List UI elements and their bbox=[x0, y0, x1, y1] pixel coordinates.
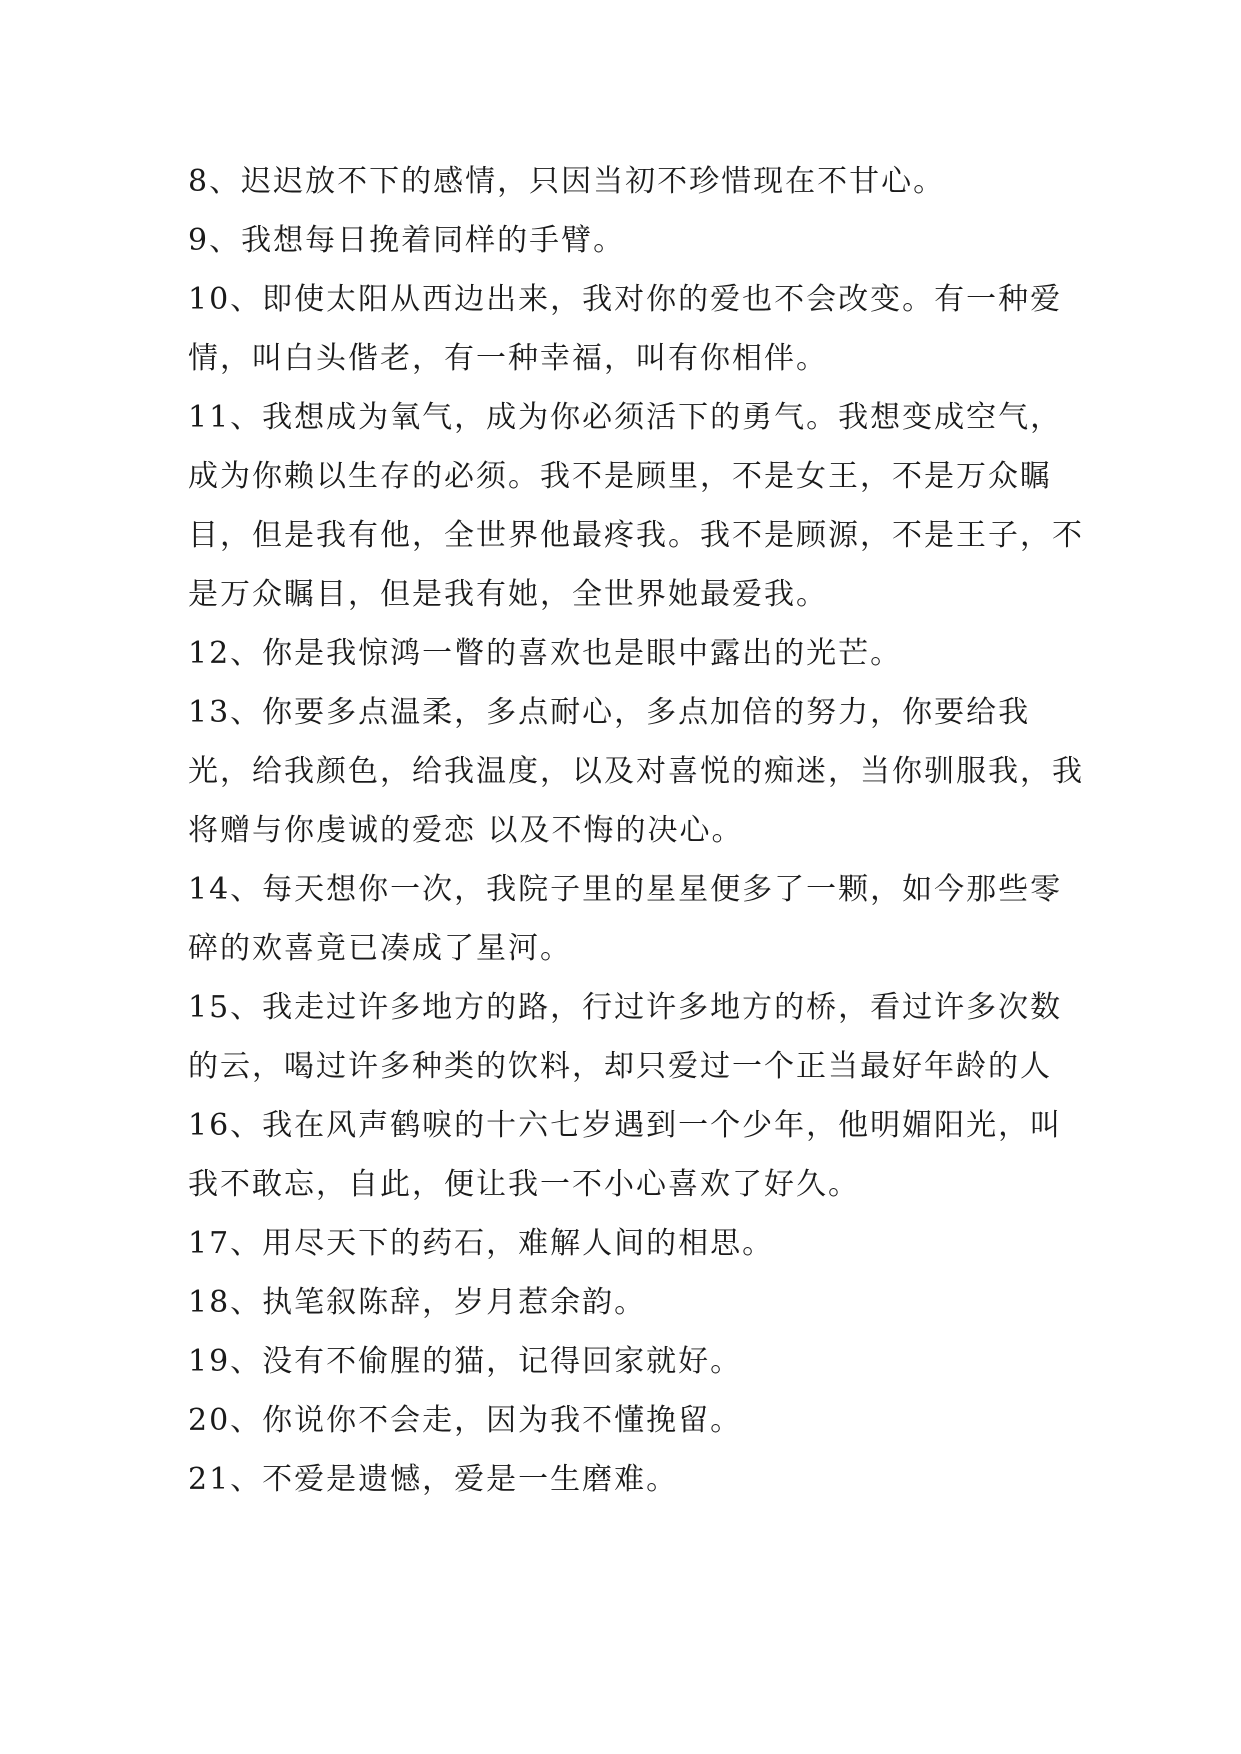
paragraph-13: 13、你要多点温柔，多点耐心，多点加倍的努力，你要给我光，给我颜色，给我温度，以及对喜悦的痴迷，当你驯服我，我将赠与你虔诚的爱恋 以及不悔的决心。 bbox=[188, 695, 1084, 848]
paragraph-17: 17、用尽天下的药石，难解人间的相思。 bbox=[188, 1226, 775, 1261]
paragraph-11: 11、我想成为氧气，成为你必须活下的勇气。我想变成空气，成为你赖以生存的必须。我不是顾里，不是女王，不是万众瞩目，但是我有他，全世界他最疼我。我不是顾源，不是王子，不是万众瞩目，但是我有她，全世界她最爱我。 bbox=[188, 400, 1084, 612]
paragraph-21: 21、不爱是遗憾，爱是一生磨难。 bbox=[188, 1462, 679, 1497]
paragraph-12: 12、你是我惊鸿一瞥的喜欢也是眼中露出的光芒。 bbox=[188, 636, 903, 671]
paragraph-8: 8、迟迟放不下的感情，只因当初不珍惜现在不甘心。 bbox=[188, 164, 946, 199]
paragraph-9: 9、我想每日挽着同样的手臂。 bbox=[188, 223, 626, 258]
paragraph-19: 19、没有不偷腥的猫，记得回家就好。 bbox=[188, 1344, 743, 1379]
paragraph-15: 15、我走过许多地方的路，行过许多地方的桥，看过许多次数的云，喝过许多种类的饮料，却只爱过一个正当最好年龄的人 bbox=[188, 990, 1063, 1084]
paragraph-14: 14、每天想你一次，我院子里的星星便多了一颗，如今那些零碎的欢喜竟已凑成了星河。 bbox=[188, 872, 1063, 966]
paragraph-16: 16、我在风声鹤唳的十六七岁遇到一个少年，他明媚阳光，叫我不敢忘，自此，便让我一不小心喜欢了好久。 bbox=[188, 1108, 1063, 1202]
document-body bbox=[188, 152, 1088, 1509]
paragraph-20: 20、你说你不会走，因为我不懂挽留。 bbox=[188, 1403, 743, 1438]
paragraph-10: 10、即使太阳从西边出来，我对你的爱也不会改变。有一种爱情，叫白头偕老，有一种幸福，叫有你相伴。 bbox=[188, 282, 1063, 376]
paragraph-18: 18、执笔叙陈辞，岁月惹余韵。 bbox=[188, 1285, 647, 1320]
